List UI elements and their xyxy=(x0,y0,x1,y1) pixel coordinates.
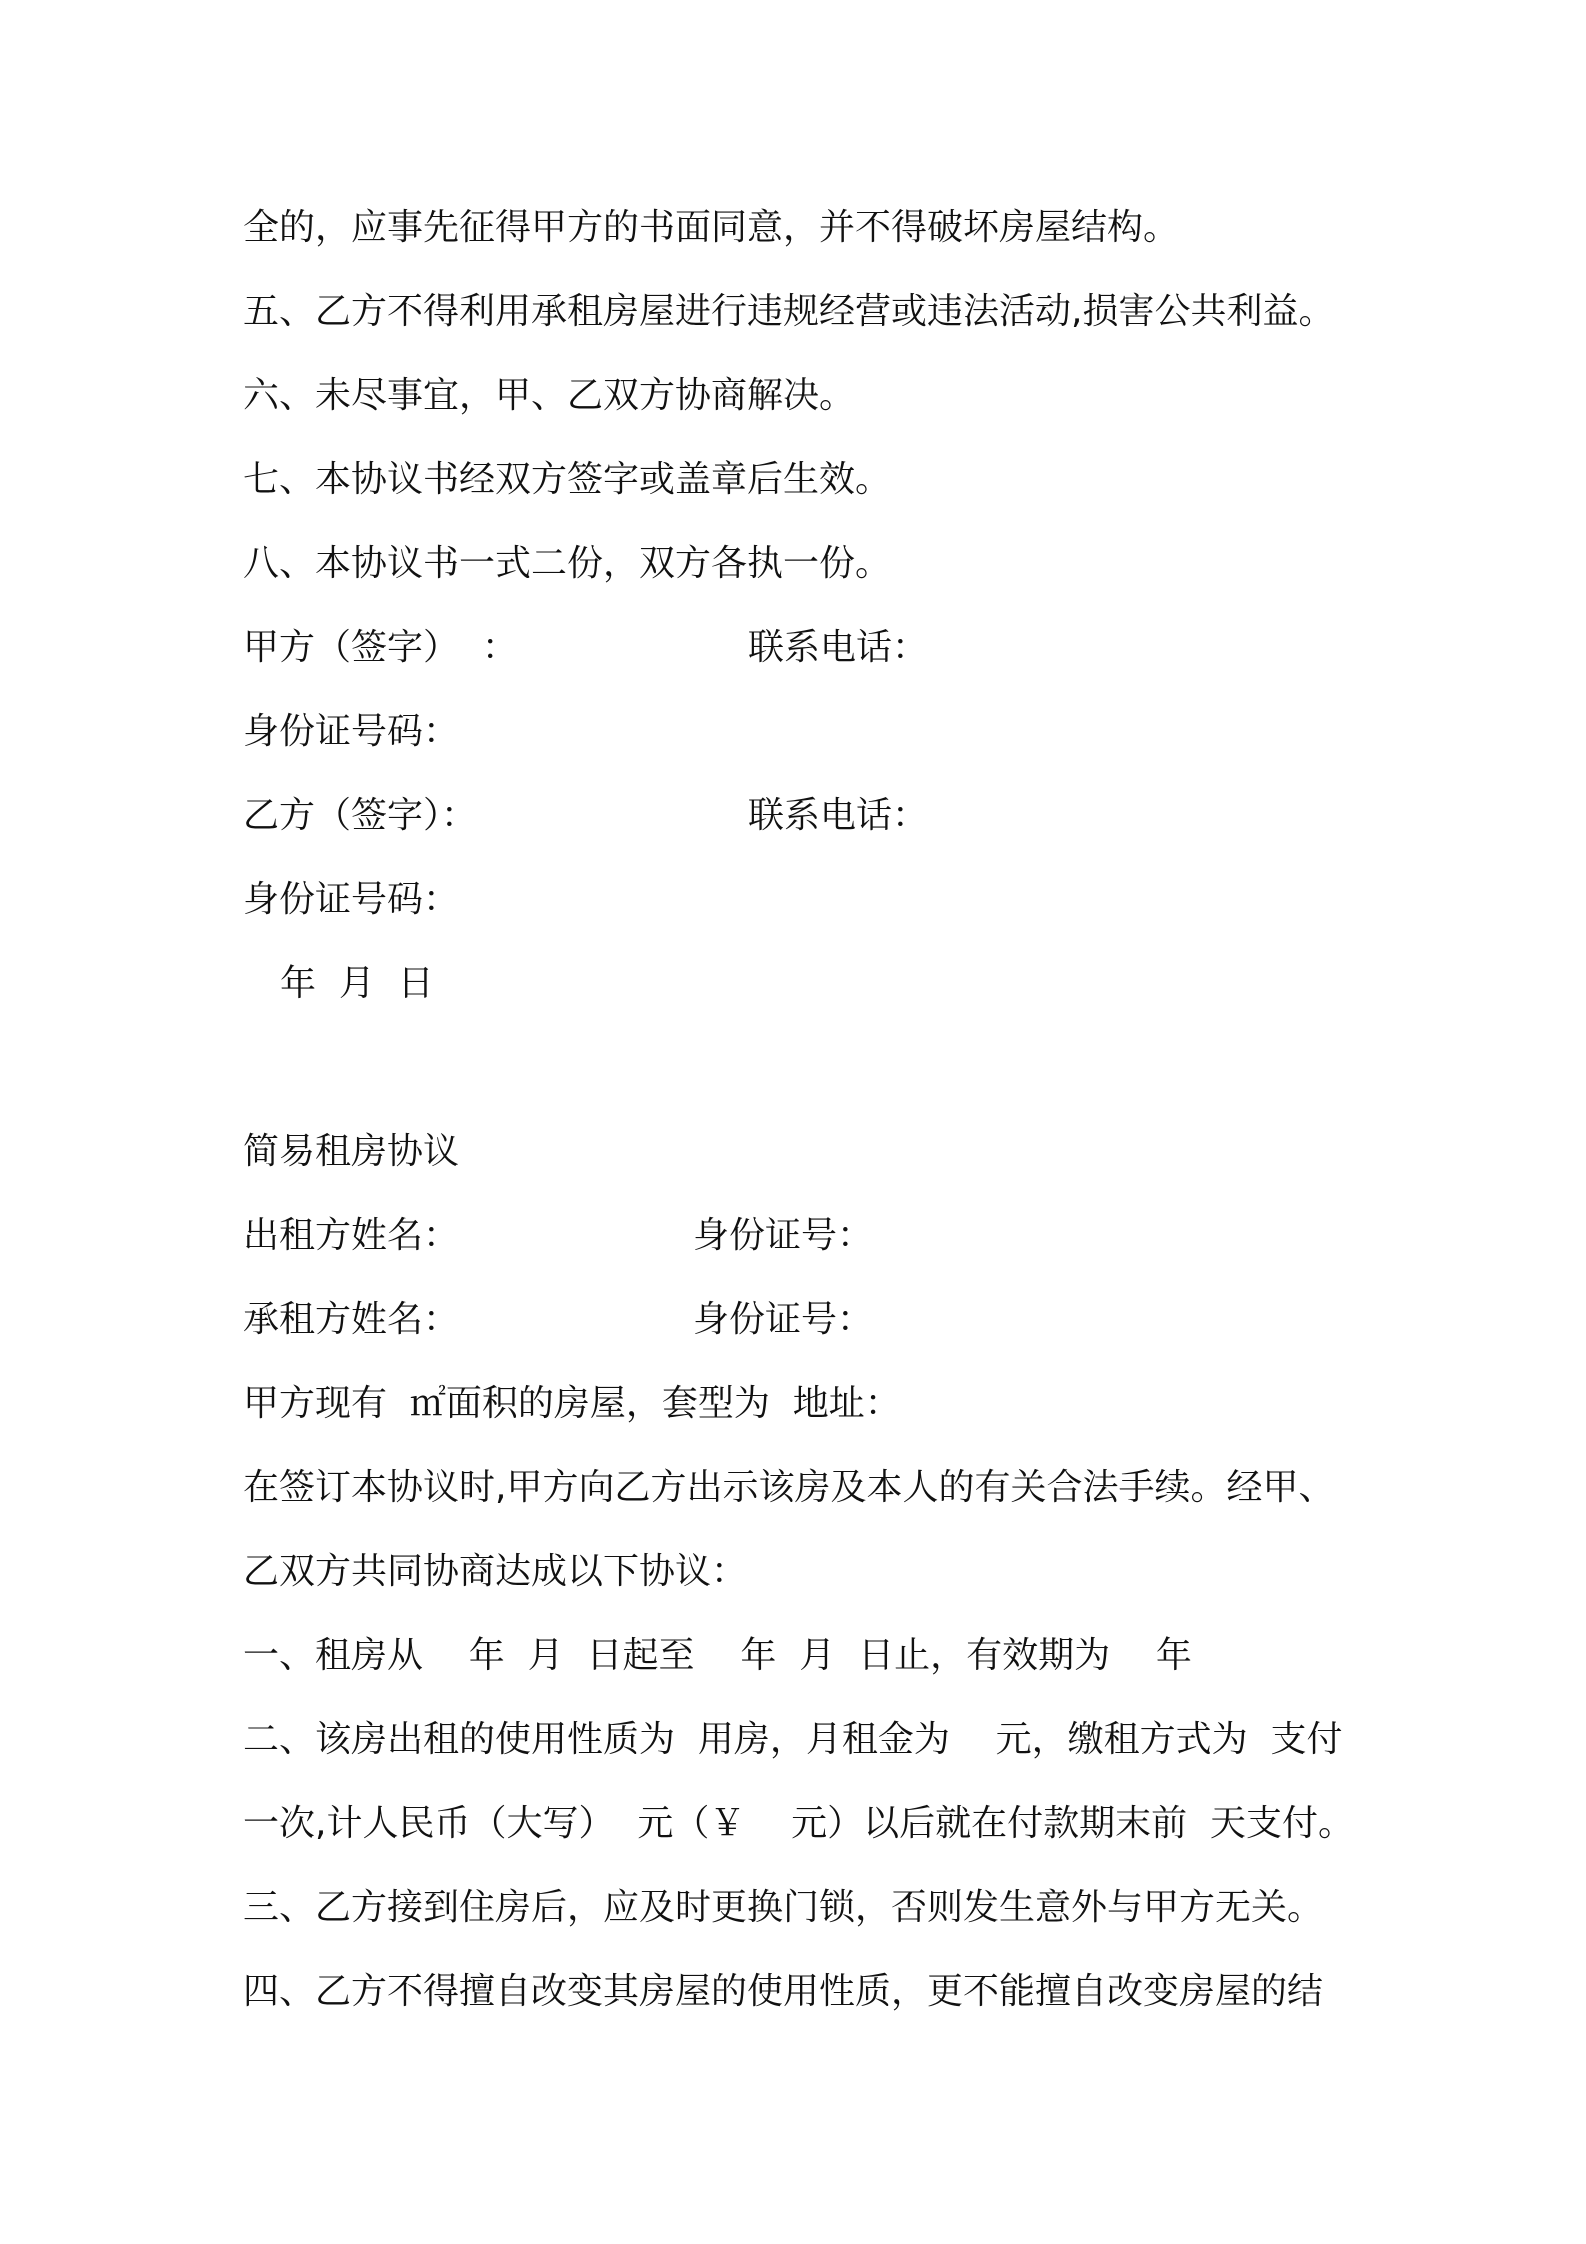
clause-6: 六、未尽事宜，甲、乙双方协商解决。 xyxy=(243,375,856,416)
party-b-signature-label: 乙方（签字）： xyxy=(243,795,478,836)
clause-7: 七、本协议书经双方签字或盖章后生效。 xyxy=(243,459,892,500)
party-a-id-label: 身份证号码： xyxy=(243,711,460,752)
intro-line-2: 乙双方共同协商达成以下协议： xyxy=(243,1551,748,1592)
clause-2-line-2: 一次,计人民币（大写） 元（￥ 元）以后就在付款期末前 天支付。 xyxy=(243,1803,1354,1844)
date-line: 年 月 日 xyxy=(280,963,434,1004)
clause-1-rental-period: 一、租房从 年 月 日起至 年 月 日止，有效期为 年 xyxy=(243,1635,1192,1676)
clause-5: 五、乙方不得利用承租房屋进行违规经营或违法活动,损害公共利益。 xyxy=(243,291,1335,332)
party-b-phone-label: 联系电话： xyxy=(748,795,929,836)
clause-4-line-1: 四、乙方不得擅自改变其房屋的使用性质，更不能擅自改变房屋的结 xyxy=(243,1971,1324,2012)
lessee-id-label: 身份证号： xyxy=(693,1299,874,1340)
party-a-phone-label: 联系电话： xyxy=(748,627,929,668)
lessor-name-label: 出租方姓名： xyxy=(243,1215,460,1256)
intro-line-1: 在签订本协议时,甲方向乙方出示该房及本人的有关合法手续。经甲、 xyxy=(243,1467,1335,1508)
party-a-signature-label: 甲方（签字） ： xyxy=(243,627,518,668)
clause-4-continuation: 全的，应事先征得甲方的书面同意，并不得破坏房屋结构。 xyxy=(243,207,1180,248)
clause-2-line-1: 二、该房出租的使用性质为 用房，月租金为 元，缴租方式为 支付 xyxy=(243,1719,1343,1760)
agreement-title: 简易租房协议 xyxy=(243,1131,460,1172)
party-b-id-label: 身份证号码： xyxy=(243,879,460,920)
lessor-id-label: 身份证号： xyxy=(693,1215,874,1256)
lessee-name-label: 承租方姓名： xyxy=(243,1299,460,1340)
clause-8: 八、本协议书一式二份，双方各执一份。 xyxy=(243,543,892,584)
clause-3: 三、乙方接到住房后，应及时更换门锁，否则发生意外与甲方无关。 xyxy=(243,1887,1324,1928)
property-description: 甲方现有 ㎡面积的房屋，套型为 地址： xyxy=(243,1383,901,1424)
